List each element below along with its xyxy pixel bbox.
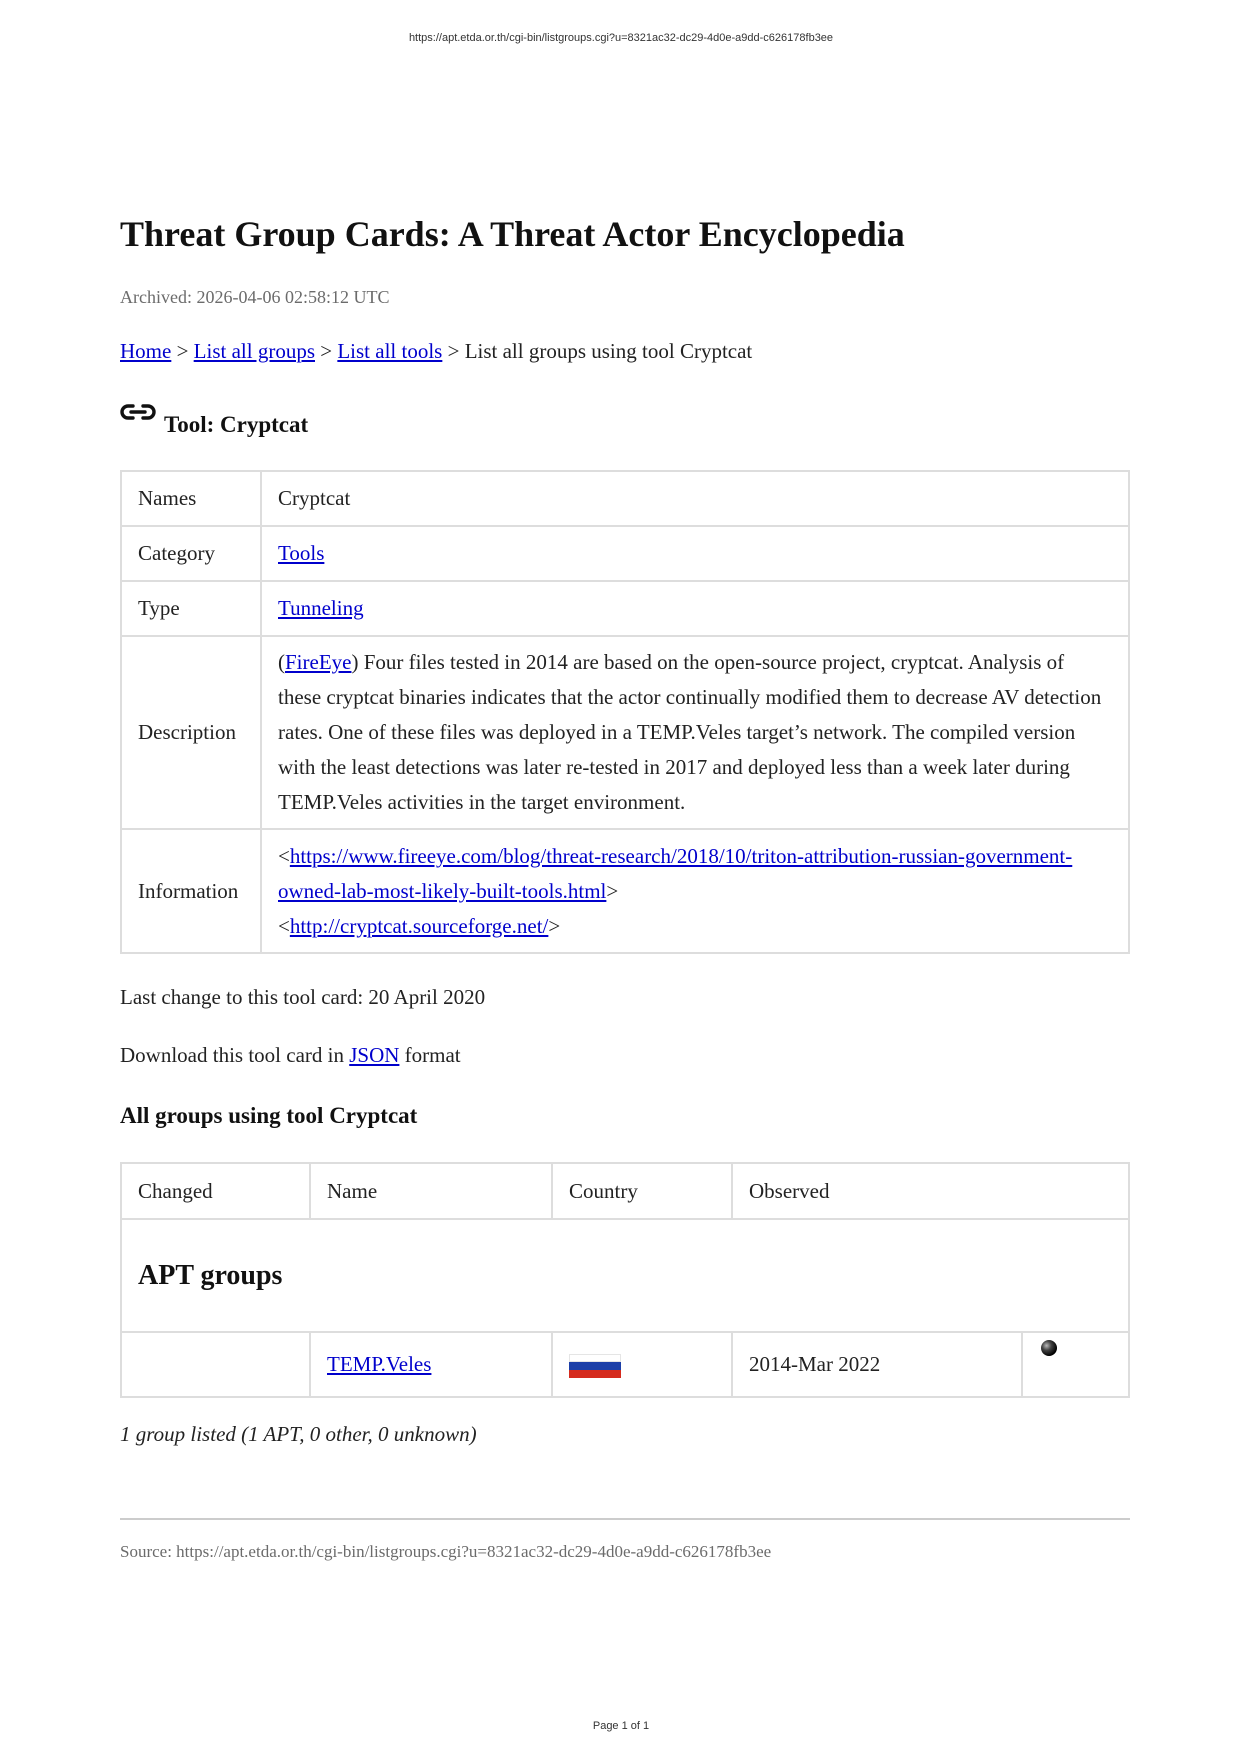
groups-summary: 1 group listed (1 APT, 0 other, 0 unknown) [120, 1422, 477, 1446]
print-header-url: https://apt.etda.or.th/cgi-bin/listgroups.cgi?u=8321ac32-dc29-4d0e-a9dd-c626178fb3ee [408, 32, 834, 44]
country-cell [552, 1332, 732, 1397]
download-line [120, 1043, 461, 1068]
column-header-country: Country [552, 1163, 732, 1219]
names-label: Names [121, 471, 261, 526]
breadcrumb-separator: > [447, 339, 460, 363]
download-suffix: format [399, 1043, 461, 1067]
table-row [121, 636, 1129, 829]
table-header-row [121, 1163, 1129, 1219]
type-link[interactable]: Tunneling [278, 596, 364, 620]
paren-close: ) [351, 650, 359, 674]
page-title: Threat Group Cards: A Threat Actor Encyclopedia [120, 214, 905, 254]
apt-groups-heading: APT groups [121, 1219, 1129, 1332]
type-label: Type [121, 581, 261, 636]
breadcrumb-tools-link[interactable]: List all tools [337, 339, 443, 363]
description-text: Four files tested in 2014 are based on the open-source project, cryptcat. Analysis of these cryptcat binaries indicates that the actor continually modified them to decrease AV detection rates. One of these files was deployed in a TEMP.Veles target’s network. The compiled version with the least detections was later re-tested in 2017 and deployed less than a week later during TEMP.Veles activities in the target environment. [278, 650, 1102, 814]
source-url: Source: https://apt.etda.or.th/cgi-bin/listgroups.cgi?u=8321ac32-dc29-4d0e-a9dd-c626178fb3ee [120, 1542, 772, 1561]
russia-flag-icon [569, 1354, 621, 1378]
information-label: Information [121, 829, 261, 953]
fireeye-report-link-part2: owned-lab-most-likely-built-tools.html [278, 878, 607, 903]
fireeye-report-link-part1: https://www.fireeye.com/blog/threat-research/2018/10/triton-attribution-russian-government- [289, 843, 1073, 868]
table-row [121, 829, 1129, 953]
description-label: Description [121, 636, 261, 829]
angle-open: < [278, 843, 290, 868]
archived-timestamp: Archived: 2026-04-06 02:58:12 UTC [120, 287, 390, 307]
angle-close: > [548, 913, 561, 938]
table-row [121, 581, 1129, 636]
footer-divider [120, 1518, 1130, 1520]
table-section-row [121, 1219, 1129, 1332]
tool-title: Tool: Cryptcat [164, 412, 309, 437]
black-ball-icon [1039, 1338, 1059, 1358]
observed-cell: 2014-Mar 2022 [732, 1332, 1022, 1397]
groups-table [120, 1162, 1130, 1398]
breadcrumb-separator: > [176, 339, 189, 363]
category-label: Category [121, 526, 261, 581]
names-value: Cryptcat [261, 471, 1129, 526]
json-download-link[interactable]: JSON [349, 1043, 400, 1067]
breadcrumb-home-link[interactable]: Home [120, 339, 172, 363]
angle-open: < [278, 913, 290, 938]
breadcrumb-current: List all groups using tool Cryptcat [464, 339, 753, 363]
link-icon [120, 400, 156, 424]
page-number: Page 1 of 1 [592, 1720, 650, 1732]
paren-open: ( [278, 650, 285, 674]
tool-info-table [120, 470, 1130, 954]
breadcrumb-separator: > [320, 339, 333, 363]
fireeye-source-link[interactable]: FireEye [285, 650, 352, 674]
description-cell [261, 636, 1129, 829]
groups-section-title: All groups using tool Cryptcat [120, 1103, 418, 1128]
type-cell [261, 581, 1129, 636]
column-header-name: Name [310, 1163, 552, 1219]
status-cell [1022, 1332, 1129, 1397]
breadcrumb [120, 339, 752, 364]
fireeye-report-link[interactable] [278, 844, 1072, 903]
angle-close: > [606, 878, 619, 903]
tool-heading [120, 400, 308, 438]
name-cell [310, 1332, 552, 1397]
category-cell [261, 526, 1129, 581]
download-prefix: Download this tool card in [120, 1043, 350, 1067]
table-row [121, 526, 1129, 581]
column-header-observed: Observed [732, 1163, 1129, 1219]
changed-cell [121, 1332, 310, 1397]
breadcrumb-groups-link[interactable]: List all groups [193, 339, 315, 363]
group-link-temp-veles[interactable]: TEMP.Veles [327, 1352, 432, 1376]
information-cell [261, 829, 1129, 953]
category-link[interactable]: Tools [278, 541, 325, 565]
table-row [121, 1332, 1129, 1397]
last-change-text: Last change to this tool card: 20 April 2020 [120, 985, 486, 1009]
table-row [121, 471, 1129, 526]
column-header-changed: Changed [121, 1163, 310, 1219]
cryptcat-sourceforge-link[interactable]: http://cryptcat.sourceforge.net/ [289, 913, 549, 938]
